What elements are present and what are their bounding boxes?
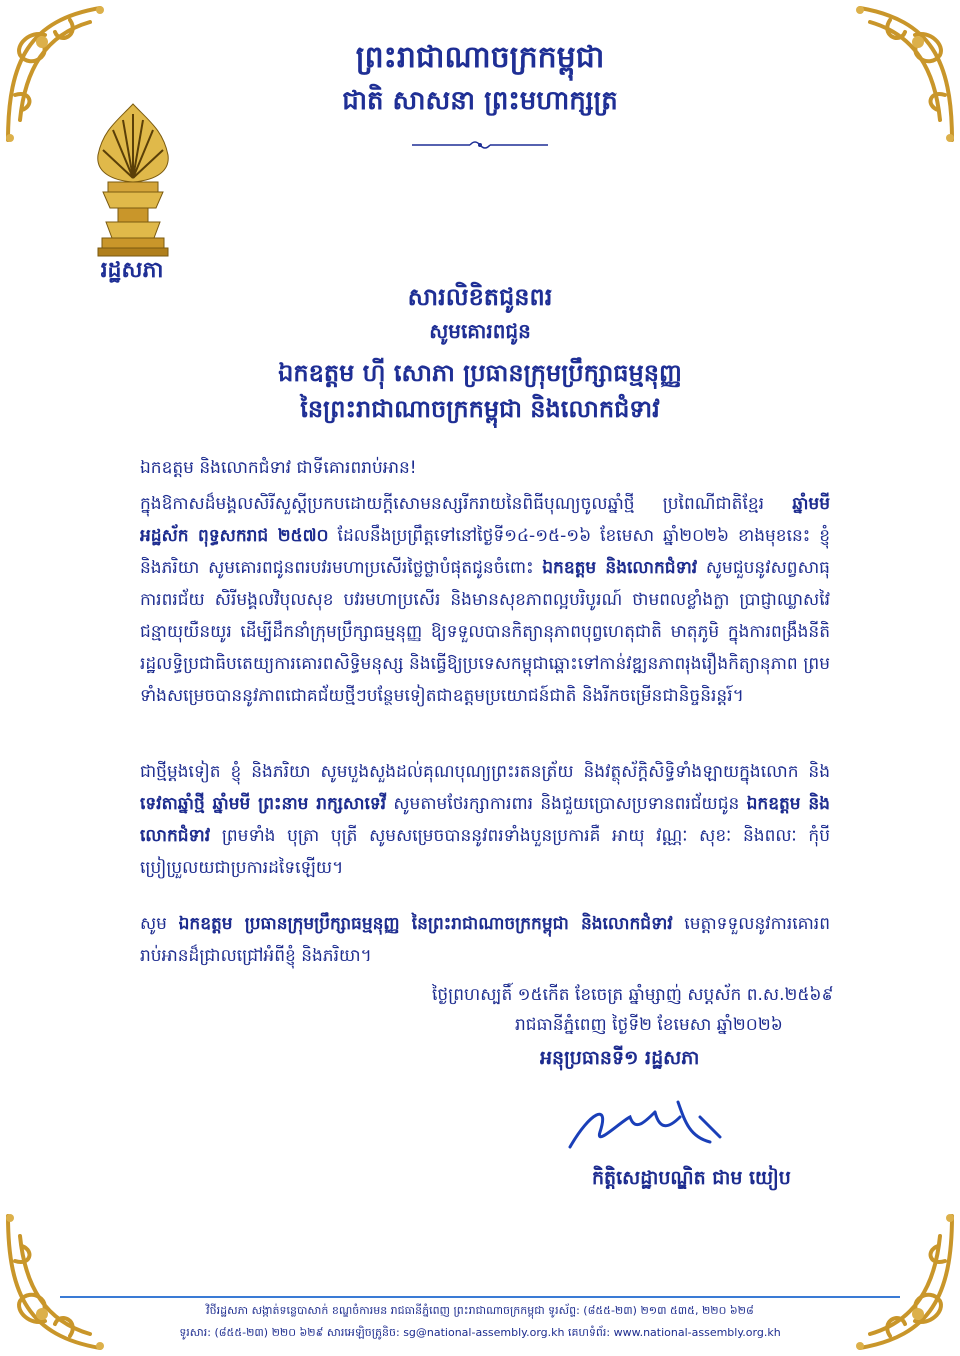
letter-title: សារលិខិតជូនពរ bbox=[407, 283, 553, 311]
paragraph-2 bbox=[140, 756, 830, 884]
parliament-emblem-icon bbox=[78, 100, 188, 260]
p1-text-c: ដែលនឹងប្រព្រឹត្តទៅនៅថ្ងៃទី១៤-១៥-១៦ ខែមេសា ឆ្នាំ២០២៦ ខាងមុខនេះ ខ្ញុំ និងភរិយា សូមគោរពជូនពរបវរមហាប្រសើរថ្លៃថ្លាបំផុតជូនចំពោះ bbox=[140, 526, 831, 578]
p2-text-c: សូមតាមថែរក្សាការពារ និងជួយប្រោសប្រទានពរជ័យជូន bbox=[386, 794, 747, 814]
p1-recipient-bold: ឯកឧត្តម និងលោកជំទាវ bbox=[542, 558, 698, 578]
motto-kingdom: ព្រះរាជាណាចក្រកម្ពុជា bbox=[355, 40, 605, 75]
signer-title: អនុប្រធានទី១ រដ្ឋសភា bbox=[540, 1047, 700, 1069]
recipient-line2: នៃព្រះរាជាណាចក្រកម្ពុជា និងលោកជំទាវ bbox=[300, 395, 660, 423]
p3-text-a: សូម bbox=[140, 914, 179, 934]
emblem-label-national-assembly: រដ្ឋសភា bbox=[100, 258, 164, 283]
signature-icon bbox=[560, 1092, 730, 1162]
p2-deity-bold: ទេវតាឆ្នាំថ្មី ឆ្នាំមមី ព្រះនាម រាក្សសាទេវី bbox=[140, 794, 387, 814]
motto-nation-religion-king: ជាតិ សាសនា ព្រះមហាក្សត្រ bbox=[342, 86, 618, 116]
greeting: ឯកឧត្តម និងលោកជំទាវ ជាទីគោរពរាប់អាន! bbox=[140, 458, 417, 478]
signer-name: កិត្តិសេដ្ឋាបណ្ឌិត ជាម យៀប bbox=[592, 1167, 791, 1189]
p2-recipient-bold: ឯកឧត្តម និងលោកជំទាវ bbox=[140, 794, 830, 846]
letter-salutation: សូមគោរពជូន bbox=[429, 319, 531, 343]
footer-address: វិថីរដ្ឋសភា សង្កាត់ទន្លេបាសាក់ ខណ្ឌចំការមន រាជធានីភ្នំពេញ ព្រះរាជាណាចក្រកម្ពុជា ទូរស័ព្ទ: (៨៥៥-២៣) ២១៣ ៥៣៥, ២២០ ៦២៨ bbox=[206, 1304, 754, 1317]
date-solar: រាជធានីភ្នំពេញ ថ្ងៃទី២ ខែមេសា ឆ្នាំ២០២៦ bbox=[515, 1015, 783, 1035]
p1-year-bold: ឆ្នាំមមី អដ្ឋស័ក ពុទ្ធសករាជ ២៥៧០ bbox=[140, 494, 830, 546]
paragraph-1 bbox=[140, 488, 830, 712]
recipient-line1: ឯកឧត្តម ហ៊ី សោភា ប្រធានក្រុមប្រឹក្សាធម្មនុញ្ញ bbox=[278, 359, 682, 387]
p1-text-e: សូមជួបនូវសព្វសាធុការពរជ័យ សិរីមង្គលវិបុលសុខ បវរមហាប្រសើរ និងមានសុខភាពល្អបរិបូរណ៍ ថាមពលខ្លាំងក្លា ប្រាជ្ញាឈ្លាសវៃ ជន្មាយុយឺនយូរ ដើម្បីដឹកនាំក្រុមប្រឹក្សាធម្មនុញ្ញ ឱ្យទទួលបានកិត្យានុភាពបុព្វហេតុជាតិ មាតុភូមិ ក្នុងការពង្រឹងនីតិរដ្ឋលទ្ធិប្រជាធិបតេយ្យការគោរពសិទ្ធិមនុស្ស និងធ្វើឱ្យប្រទេសកម្ពុជាឆ្ពោះទៅកាន់វឌ្ឍនភាពរុងរឿងកិត្យានុភាព ព្រមទាំងសម្រេចបាននូវភាពជោគជ័យថ្មីៗបន្ថែមទៀតជាឧត្តមប្រយោជន៍ជាតិ និងរីកចម្រើនជានិច្ចនិរន្តរ៍។ bbox=[140, 558, 830, 706]
footer-contact: ទូរសារ: (៨៥៥-២៣) ២២០ ៦២៩ សារអេឡិចត្រូនិច: sg@national-assembly.org.kh គេហទំព័រ: www.national-assembly.org.kh bbox=[179, 1326, 781, 1339]
divider-ornament-icon bbox=[410, 138, 550, 152]
p3-text-c: មេត្តាទទួលនូវការគោរពរាប់អានដ៏ជ្រាលជ្រៅអំពីខ្ញុំ និងភរិយា។ bbox=[140, 914, 830, 966]
p2-text-a: ជាថ្មីម្ដងទៀត ខ្ញុំ និងភរិយា សូមបួងសួងដល់គុណបុណ្យព្រះរតនត្រ័យ និងវត្ថុស័ក្តិសិទ្ធិទាំងឡាយក្នុងលោក និង bbox=[140, 762, 830, 782]
footer-divider bbox=[60, 1296, 900, 1298]
p1-text-a: ក្នុងឱកាសដ៏មង្គលសិរីសួស្ដីប្រកបដោយក្ដីសោមនស្សរីករាយនៃពិធីបុណ្យចូលឆ្នាំថ្មី ប្រពៃណីជាតិខ្មែរ bbox=[140, 494, 765, 514]
p3-recipient-bold: ឯកឧត្តម ប្រធានក្រុមប្រឹក្សាធម្មនុញ្ញ នៃព្រះរាជាណាចក្រកម្ពុជា និងលោកជំទាវ bbox=[178, 914, 673, 934]
date-lunar: ថ្ងៃព្រហស្បតិ៍ ១៥កើត ខែចេត្រ ឆ្នាំម្សាញ់ សប្តស័ក ព.ស.២៥៦៩ bbox=[432, 985, 834, 1005]
paragraph-3 bbox=[140, 908, 830, 972]
p2-text-e: ព្រមទាំង បុត្រា បុត្រី សូមសម្រេចបាននូវពរទាំងបួនប្រការគឺ អាយុ វណ្ណៈ សុខៈ និងពលៈ កុំបីប្រៀប្រួលយជាប្រការដទៃឡើយ។ bbox=[140, 826, 830, 878]
